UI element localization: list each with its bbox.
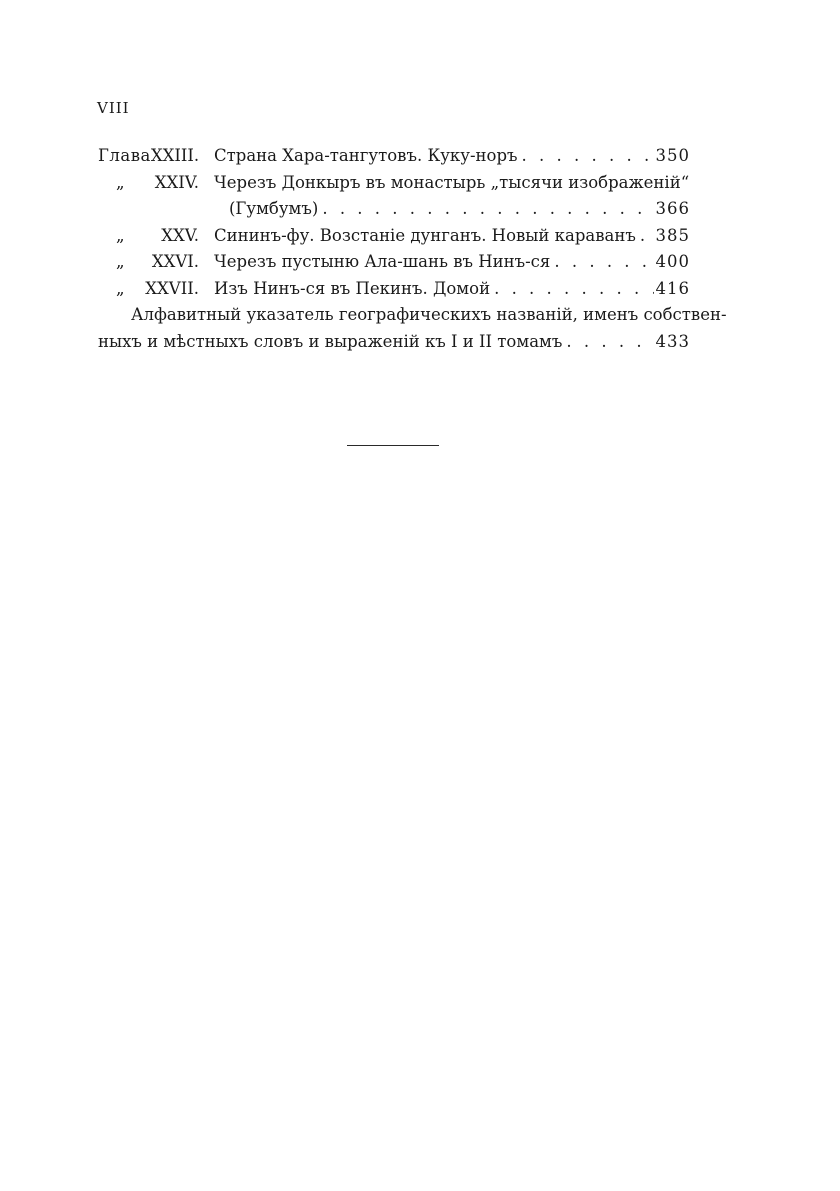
toc-entry-ditto: „ [116, 278, 125, 298]
toc-entry-ditto: „ [116, 172, 125, 192]
toc-entry [98, 276, 690, 303]
section-divider-rule [347, 445, 439, 446]
toc-entry [98, 170, 690, 197]
toc-entry-page: 350 [655, 146, 690, 165]
toc-appendix-line [98, 302, 727, 329]
dot-leader [490, 276, 654, 303]
toc-appendix-page: 433 [655, 331, 690, 351]
toc-entry-title: Изъ Нинъ-ся въ Пекинъ. Домой [214, 278, 491, 298]
toc-entry-numeral: XXIII. [150, 146, 200, 165]
toc-entry-numeral: XXVI. [151, 252, 199, 271]
toc-appendix-title: ныхъ и мѣстныхъ словъ и выраженій къ I и II томамъ [98, 331, 563, 351]
toc-entry-prefix: Глава [98, 146, 151, 165]
toc-entry [98, 143, 690, 170]
toc-appendix-line [98, 329, 690, 356]
toc-entry-page: 400 [655, 252, 690, 271]
dot-leader [562, 329, 654, 356]
toc-entry [98, 249, 690, 276]
toc-entry [98, 223, 690, 250]
dot-leader [318, 196, 654, 223]
dot-leader [636, 223, 654, 250]
toc-entry-page: 416 [655, 278, 690, 298]
toc-entry-ditto: „ [116, 252, 125, 271]
dot-leader [550, 249, 654, 276]
toc-entry-title: Черезъ Донкыръ въ монастырь „тысячи изображеній“ [214, 172, 690, 192]
toc-entry-numeral: XXIV. [154, 172, 199, 192]
toc-entry-page: 385 [655, 225, 690, 245]
toc-entry-title: Страна Хара-тангутовъ. Куку-норъ [214, 146, 518, 165]
dot-leader [518, 143, 654, 170]
table-of-contents [98, 143, 727, 355]
toc-appendix-title: Алфавитный указатель географическихъ названій, именъ собствен- [131, 305, 727, 324]
page-number: VIII [97, 99, 130, 117]
toc-entry-continuation [98, 196, 690, 223]
toc-entry-numeral: XXV. [161, 225, 199, 245]
toc-entry-ditto: „ [116, 225, 125, 245]
toc-entry-title: Сининъ-фу. Возстаніе дунганъ. Новый караванъ [214, 225, 636, 245]
toc-entry-title: (Гумбумъ) [229, 199, 319, 218]
toc-entry-title: Черезъ пустыню Ала-шань въ Нинъ-ся [214, 252, 551, 271]
toc-entry-page: 366 [655, 199, 690, 218]
toc-entry-numeral: XXVII. [145, 278, 199, 298]
